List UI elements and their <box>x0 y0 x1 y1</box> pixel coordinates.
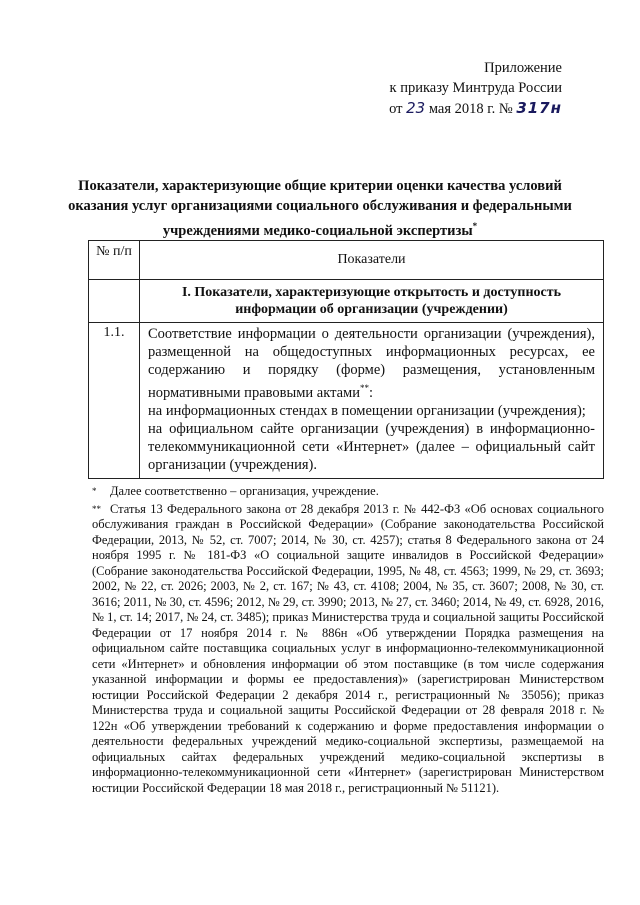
footnote-1-text: Далее соответственно – организация, учреждение. <box>110 484 379 498</box>
section-row <box>89 280 604 323</box>
row-main-statement: Соответствие информации о деятельности организации (учреждения), размещенной на общедоступных информационных ресурсах, ее содержанию и порядку (форме) размещения, установленным нормативными правовыми актами <box>148 326 595 401</box>
section-num-cell <box>89 280 140 323</box>
appendix-order-date-line <box>362 98 562 119</box>
footnote-1 <box>92 484 604 500</box>
indicators-table <box>88 240 604 479</box>
document-title <box>60 176 580 241</box>
header-num-cell: № п/п <box>89 241 140 280</box>
appendix-order-reference: к приказу Минтруда России <box>389 80 562 96</box>
footnote-2-text: Статья 13 Федерального закона от 28 декабря 2013 г. № 442-ФЗ «Об основах социального обслуживания граждан в Российской Федерации» (Собрание законодательства Российской Федерации, 2013, № 52, ст. 7007; 2014, № 30, ст. 4257); статья 8 Федерального закона от 24 ноября 1995 г. № 181-ФЗ «О социальной защите инвалидов в Российской Федерации» (Собрание законодательства Российской Федерации, 1995, № 48, ст. 4563; 1999, № 29, ст. 3693; 2002, № 22, ст. 2026; 2003, № 2, ст. 167; № 43, ст. 4108; 2004, № 35, ст. 3607; 2008, № 30, ст. 3616; 2011, № 30, ст. 4596; 2012, № 29, ст. 3990; 2013, № 27, ст. 3460; 2014, № 49, ст. 6928, 2016, № 1, ст. 14; 2017, № 24, ст. 3485); приказ Министерства труда и социальной защиты Российской Федерации от 17 ноября 2014 г. № 886н «Об утверждении Порядка размещения на официальном сайте поставщика социальных услуг в информационно-телекоммуникационной сети «Интернет» и обновления информации об этом поставщике (в том числе содержания указанной информации и формы ее предоставления)» (зарегистрирован Министерством юстиции Российской Федерации 2 декабря 2014 г., регистрационный № 35056); приказ Министерства труда и социальной защиты Российской Федерации от 28 февраля 2018 г. № 122н «Об утверждении требований к содержанию и форме предоставления информации о деятельности федеральных учреждений медико-социальной экспертизы, размещаемой на официальных сайтах федеральных учреждений медико-социальной экспертизы в информационно-телекоммуникационной сети «Интернет» (зарегистрирован Министерством юстиции Российской Федерации 18 мая 2018 г., регистрационный № 51121). <box>92 501 604 795</box>
row-main-text <box>148 325 595 402</box>
row-number: 1.1. <box>89 323 140 479</box>
date-month-year: мая 2018 г. № <box>428 101 513 117</box>
handwritten-day: 23 <box>406 99 426 117</box>
title-footnote-mark: * <box>472 221 478 231</box>
document-title-text: Показатели, характеризующие общие критерии оценки качества условий оказания услуг организациями социального обслуживания и федеральными учреждениями медико-социальной экспертизы <box>68 178 572 239</box>
row-item-stands: на информационных стендах в помещении организации (учреждения); <box>148 402 586 419</box>
appendix-block <box>362 58 562 119</box>
table-header-row <box>89 241 604 280</box>
row-indicator-text <box>140 323 604 479</box>
appendix-title: Приложение <box>484 60 562 76</box>
footnotes-block <box>92 484 604 796</box>
footnote-2-mark: ** <box>92 503 101 514</box>
footnote-divider <box>88 478 230 479</box>
date-prefix: от <box>389 101 403 117</box>
header-indicators-cell: Показатели <box>140 241 604 280</box>
footnote-2 <box>92 502 604 797</box>
section-title: I. Показатели, характеризующие открытость и доступность информации об организации (учреждении) <box>140 280 604 323</box>
row-main-colon: : <box>368 384 373 401</box>
row-item-website: на официальном сайте организации (учреждения) в информационно-телекоммуникационной сети «Интернет» (далее – официальный сайт организации (учреждения). <box>148 420 595 473</box>
footnote-1-mark: * <box>92 486 97 496</box>
row-footnote-mark: ** <box>359 383 369 393</box>
handwritten-order-number: 317н <box>516 99 562 117</box>
table-row <box>89 323 604 479</box>
